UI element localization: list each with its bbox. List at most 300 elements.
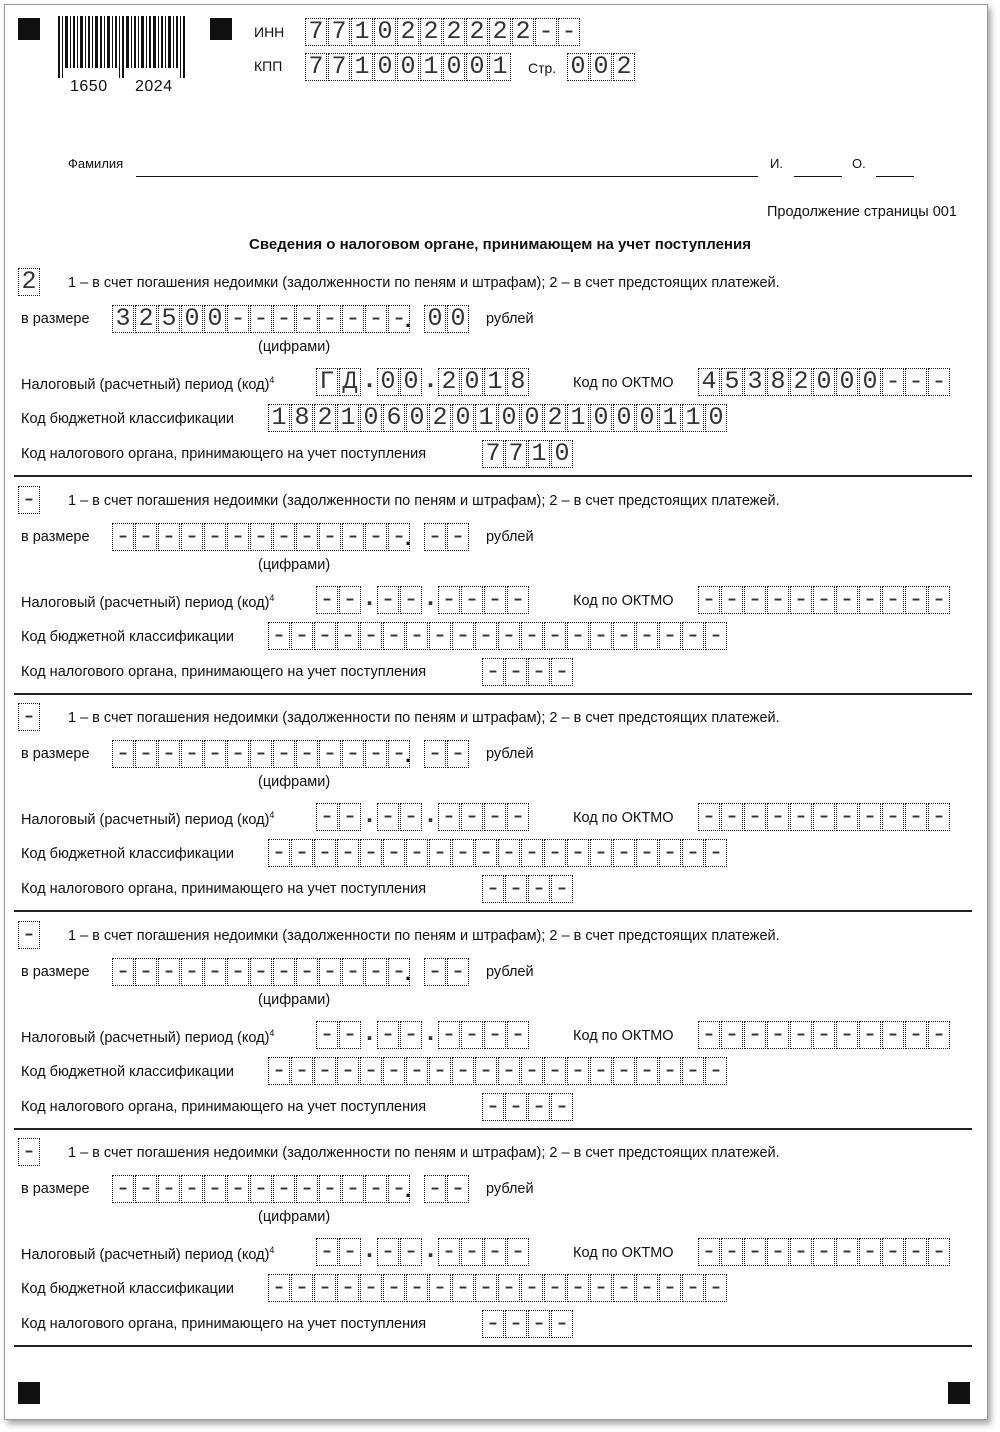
amount-cell[interactable]: - [135, 523, 157, 551]
oktmo-cell[interactable]: - [721, 586, 743, 614]
oktmo-cell[interactable]: - [836, 586, 858, 614]
kbk-cell[interactable]: - [636, 622, 658, 650]
period-field[interactable] [316, 583, 530, 614]
kbk-cell[interactable]: - [498, 622, 520, 650]
amount-cell[interactable]: - [227, 958, 249, 986]
period-cell[interactable]: 1 [484, 368, 506, 396]
inn-cell[interactable]: 2 [443, 18, 465, 46]
tax-office-field[interactable] [482, 875, 574, 903]
period-cell[interactable]: - [438, 803, 460, 831]
period-cell[interactable]: 8 [507, 368, 529, 396]
kbk-cell[interactable]: 0 [360, 404, 382, 432]
kpp-cell[interactable]: 7 [305, 53, 327, 81]
kbk-field[interactable] [268, 839, 728, 867]
amount-cell[interactable]: - [388, 958, 410, 986]
amount-cell[interactable]: - [273, 523, 295, 551]
period-cell[interactable]: - [339, 803, 361, 831]
period-cell[interactable]: - [400, 803, 422, 831]
oktmo-cell[interactable]: - [836, 803, 858, 831]
oktmo-cell[interactable]: - [744, 1021, 766, 1049]
period-cell[interactable]: - [461, 1238, 483, 1266]
amount-cell[interactable]: - [250, 740, 272, 768]
kbk-cell[interactable]: 6 [383, 404, 405, 432]
kbk-cell[interactable]: - [659, 1274, 681, 1302]
period-cell[interactable]: 2 [438, 368, 460, 396]
oktmo-cell[interactable]: - [813, 803, 835, 831]
amount-decimal-field[interactable] [424, 958, 470, 986]
kbk-cell[interactable]: - [314, 1057, 336, 1085]
period-cell[interactable]: 0 [400, 368, 422, 396]
kbk-cell[interactable]: - [383, 622, 405, 650]
payment-type-field[interactable] [18, 703, 41, 731]
amount-cell[interactable]: - [342, 1175, 364, 1203]
kbk-cell[interactable]: - [613, 1274, 635, 1302]
kbk-cell[interactable]: 1 [337, 404, 359, 432]
period-cell[interactable]: - [438, 1238, 460, 1266]
period-cell[interactable]: - [438, 586, 460, 614]
kbk-cell[interactable]: 1 [567, 404, 589, 432]
page-cell[interactable]: 2 [613, 53, 635, 81]
amount-cell[interactable]: - [319, 305, 341, 333]
kbk-cell[interactable]: 1 [268, 404, 290, 432]
tax-office-cell[interactable]: - [482, 1093, 504, 1121]
inn-cell[interactable]: 1 [351, 18, 373, 46]
kbk-cell[interactable]: - [682, 1274, 704, 1302]
kbk-cell[interactable]: 0 [406, 404, 428, 432]
amount-cell[interactable]: - [319, 523, 341, 551]
amount-cell[interactable]: - [296, 958, 318, 986]
amount-cell[interactable]: - [112, 523, 134, 551]
kbk-cell[interactable]: 8 [291, 404, 313, 432]
kbk-cell[interactable]: - [291, 622, 313, 650]
tax-office-cell[interactable]: 7 [482, 440, 504, 468]
oktmo-cell[interactable]: - [767, 1238, 789, 1266]
kbk-cell[interactable]: - [544, 622, 566, 650]
oktmo-cell[interactable]: - [721, 1021, 743, 1049]
inn-cell[interactable]: 2 [489, 18, 511, 46]
kbk-cell[interactable]: - [682, 839, 704, 867]
oktmo-cell[interactable]: - [721, 803, 743, 831]
kbk-cell[interactable]: - [337, 622, 359, 650]
oktmo-cell[interactable]: - [905, 586, 927, 614]
period-cell[interactable]: - [377, 586, 399, 614]
amount-cell[interactable]: - [181, 1175, 203, 1203]
tax-office-cell[interactable]: - [551, 1310, 573, 1338]
oktmo-cell[interactable]: - [744, 803, 766, 831]
amount-cell[interactable]: - [296, 740, 318, 768]
oktmo-cell[interactable]: - [790, 586, 812, 614]
period-cell[interactable]: - [507, 1238, 529, 1266]
amount-cell[interactable]: 5 [158, 305, 180, 333]
kbk-cell[interactable]: - [314, 839, 336, 867]
payment-type-field[interactable] [18, 268, 41, 296]
period-field[interactable] [316, 1238, 530, 1266]
oktmo-cell[interactable]: - [859, 803, 881, 831]
amount-cell[interactable]: - [181, 740, 203, 768]
kbk-cell[interactable]: - [521, 1057, 543, 1085]
amount-cell[interactable]: - [424, 523, 446, 551]
amount-cell[interactable]: - [319, 740, 341, 768]
kbk-cell[interactable]: - [475, 839, 497, 867]
kbk-cell[interactable]: - [360, 622, 382, 650]
kbk-cell[interactable]: - [590, 1274, 612, 1302]
amount-cell[interactable]: - [158, 523, 180, 551]
oktmo-cell[interactable]: - [790, 803, 812, 831]
amount-cell[interactable]: - [250, 958, 272, 986]
oktmo-cell[interactable]: - [744, 1238, 766, 1266]
oktmo-cell[interactable]: - [813, 586, 835, 614]
oktmo-cell[interactable]: - [928, 586, 950, 614]
period-cell[interactable]: - [400, 1238, 422, 1266]
kbk-cell[interactable]: - [544, 839, 566, 867]
kbk-cell[interactable]: 2 [544, 404, 566, 432]
kbk-cell[interactable]: 0 [590, 404, 612, 432]
amount-cell[interactable]: - [365, 523, 387, 551]
kbk-cell[interactable]: - [268, 1274, 290, 1302]
amount-cell[interactable]: - [424, 1175, 446, 1203]
tax-office-cell[interactable]: 0 [551, 440, 573, 468]
amount-cell[interactable]: - [250, 305, 272, 333]
oktmo-cell[interactable]: 8 [767, 368, 789, 396]
surname-line[interactable] [136, 176, 758, 177]
amount-cell[interactable]: - [365, 740, 387, 768]
kbk-cell[interactable]: - [429, 1274, 451, 1302]
kbk-cell[interactable]: 2 [314, 404, 336, 432]
kbk-cell[interactable]: - [705, 839, 727, 867]
period-cell[interactable]: - [461, 1021, 483, 1049]
kbk-cell[interactable]: - [475, 622, 497, 650]
tax-office-cell[interactable]: - [505, 1310, 527, 1338]
kbk-cell[interactable]: - [636, 1057, 658, 1085]
oktmo-cell[interactable]: - [928, 368, 950, 396]
kbk-cell[interactable]: - [567, 839, 589, 867]
kbk-cell[interactable]: - [452, 622, 474, 650]
period-cell[interactable]: - [484, 803, 506, 831]
kbk-cell[interactable]: 0 [452, 404, 474, 432]
amount-cell[interactable]: - [296, 1175, 318, 1203]
oktmo-cell[interactable]: - [836, 1021, 858, 1049]
amount-cell[interactable]: - [424, 740, 446, 768]
amount-cell[interactable]: - [250, 523, 272, 551]
amount-cell[interactable]: - [158, 1175, 180, 1203]
kbk-cell[interactable]: - [521, 839, 543, 867]
inn-field[interactable] [305, 18, 581, 46]
oktmo-cell[interactable]: - [813, 1238, 835, 1266]
oktmo-cell[interactable]: 3 [744, 368, 766, 396]
amount-cell[interactable]: - [112, 740, 134, 768]
kbk-cell[interactable]: - [498, 1057, 520, 1085]
amount-cell[interactable]: 3 [112, 305, 134, 333]
period-cell[interactable]: Г [316, 368, 338, 396]
tax-office-cell[interactable]: - [482, 1310, 504, 1338]
oktmo-field[interactable] [698, 1021, 951, 1049]
kbk-cell[interactable]: - [475, 1057, 497, 1085]
kbk-cell[interactable]: - [567, 622, 589, 650]
amount-cell[interactable]: - [112, 1175, 134, 1203]
period-cell[interactable]: - [316, 1021, 338, 1049]
kbk-cell[interactable]: - [383, 1057, 405, 1085]
amount-integer-field[interactable] [112, 305, 411, 333]
tax-office-cell[interactable]: - [528, 875, 550, 903]
kbk-cell[interactable]: - [544, 1057, 566, 1085]
inn-cell[interactable]: 7 [328, 18, 350, 46]
type-cell[interactable]: - [18, 921, 40, 949]
inn-cell[interactable]: - [535, 18, 557, 46]
amount-cell[interactable]: - [112, 958, 134, 986]
period-cell[interactable]: - [461, 586, 483, 614]
tax-office-cell[interactable]: - [528, 1310, 550, 1338]
amount-cell[interactable]: - [319, 1175, 341, 1203]
kpp-cell[interactable]: 0 [374, 53, 396, 81]
oktmo-cell[interactable]: - [813, 1021, 835, 1049]
kbk-cell[interactable]: - [567, 1057, 589, 1085]
initial-o-line[interactable] [876, 176, 914, 177]
kpp-field[interactable] [305, 53, 512, 81]
kbk-cell[interactable]: - [705, 1057, 727, 1085]
kbk-cell[interactable]: 1 [475, 404, 497, 432]
period-cell[interactable]: - [316, 1238, 338, 1266]
amount-cell[interactable]: - [158, 740, 180, 768]
tax-office-cell[interactable]: - [551, 658, 573, 686]
oktmo-cell[interactable]: - [859, 1238, 881, 1266]
inn-cell[interactable]: 2 [420, 18, 442, 46]
period-cell[interactable]: - [400, 586, 422, 614]
oktmo-cell[interactable]: - [928, 1238, 950, 1266]
kbk-cell[interactable]: - [406, 622, 428, 650]
kbk-cell[interactable]: - [613, 839, 635, 867]
period-cell[interactable]: - [316, 586, 338, 614]
kpp-cell[interactable]: 0 [466, 53, 488, 81]
payment-type-field[interactable] [18, 1138, 41, 1166]
kbk-cell[interactable]: - [429, 1057, 451, 1085]
kbk-cell[interactable]: - [521, 1274, 543, 1302]
tax-office-cell[interactable]: - [528, 658, 550, 686]
kbk-cell[interactable]: - [659, 1057, 681, 1085]
amount-cell[interactable]: - [204, 740, 226, 768]
kbk-cell[interactable]: - [682, 1057, 704, 1085]
kbk-cell[interactable]: - [590, 1057, 612, 1085]
amount-integer-field[interactable] [112, 958, 411, 986]
kbk-cell[interactable]: - [291, 1057, 313, 1085]
amount-cell[interactable]: - [204, 1175, 226, 1203]
kbk-cell[interactable]: - [498, 1274, 520, 1302]
amount-cell[interactable]: - [447, 523, 469, 551]
kbk-cell[interactable]: - [705, 622, 727, 650]
oktmo-cell[interactable]: - [767, 586, 789, 614]
amount-cell[interactable]: - [342, 523, 364, 551]
inn-cell[interactable]: 2 [397, 18, 419, 46]
amount-decimal-field[interactable] [424, 305, 470, 333]
oktmo-cell[interactable]: - [928, 1021, 950, 1049]
amount-integer-field[interactable] [112, 523, 411, 551]
period-field[interactable] [316, 368, 530, 396]
oktmo-cell[interactable]: - [882, 1021, 904, 1049]
kbk-cell[interactable]: - [429, 622, 451, 650]
tax-office-cell[interactable]: - [551, 875, 573, 903]
amount-cell[interactable]: - [342, 740, 364, 768]
initial-i-line[interactable] [794, 176, 842, 177]
amount-cell[interactable]: - [135, 958, 157, 986]
kpp-cell[interactable]: 0 [443, 53, 465, 81]
amount-cell[interactable]: - [273, 1175, 295, 1203]
kbk-cell[interactable]: - [406, 839, 428, 867]
kbk-field[interactable] [268, 404, 728, 432]
tax-office-field[interactable] [482, 1310, 574, 1338]
period-cell[interactable]: - [484, 1021, 506, 1049]
amount-cell[interactable]: - [365, 958, 387, 986]
kbk-cell[interactable]: 1 [659, 404, 681, 432]
kbk-cell[interactable]: - [268, 1057, 290, 1085]
amount-integer-field[interactable] [112, 740, 411, 768]
period-cell[interactable]: - [484, 586, 506, 614]
kbk-cell[interactable]: - [406, 1057, 428, 1085]
oktmo-cell[interactable]: 2 [790, 368, 812, 396]
period-cell[interactable]: - [507, 803, 529, 831]
oktmo-cell[interactable]: 0 [813, 368, 835, 396]
kbk-cell[interactable]: - [337, 1274, 359, 1302]
amount-cell[interactable]: - [250, 1175, 272, 1203]
kbk-cell[interactable]: - [636, 1274, 658, 1302]
kbk-cell[interactable]: - [452, 839, 474, 867]
kbk-cell[interactable]: - [268, 839, 290, 867]
period-cell[interactable]: - [339, 1021, 361, 1049]
oktmo-cell[interactable]: - [905, 803, 927, 831]
period-cell[interactable]: - [507, 586, 529, 614]
tax-office-cell[interactable]: - [528, 1093, 550, 1121]
oktmo-field[interactable] [698, 803, 951, 831]
amount-cell[interactable]: - [447, 958, 469, 986]
kpp-cell[interactable]: 7 [328, 53, 350, 81]
page-cell[interactable]: 0 [590, 53, 612, 81]
tax-office-cell[interactable]: - [505, 875, 527, 903]
amount-cell[interactable]: - [273, 958, 295, 986]
oktmo-cell[interactable]: - [698, 803, 720, 831]
amount-cell[interactable]: - [204, 523, 226, 551]
oktmo-cell[interactable]: - [744, 586, 766, 614]
amount-cell[interactable]: - [447, 1175, 469, 1203]
amount-integer-field[interactable] [112, 1175, 411, 1203]
amount-cell[interactable]: - [388, 523, 410, 551]
kbk-cell[interactable]: - [452, 1057, 474, 1085]
kbk-cell[interactable]: - [268, 622, 290, 650]
oktmo-field[interactable] [698, 368, 951, 396]
kbk-cell[interactable]: - [705, 1274, 727, 1302]
tax-office-field[interactable] [482, 1093, 574, 1121]
amount-cell[interactable]: 0 [204, 305, 226, 333]
amount-cell[interactable]: - [181, 523, 203, 551]
period-cell[interactable]: - [316, 803, 338, 831]
kbk-cell[interactable]: - [360, 1057, 382, 1085]
kbk-cell[interactable]: - [498, 839, 520, 867]
tax-office-cell[interactable]: - [505, 1093, 527, 1121]
tax-office-cell[interactable]: 1 [528, 440, 550, 468]
kbk-cell[interactable]: - [682, 622, 704, 650]
oktmo-cell[interactable]: - [790, 1021, 812, 1049]
inn-cell[interactable]: 2 [466, 18, 488, 46]
tax-office-cell[interactable]: 7 [505, 440, 527, 468]
kbk-cell[interactable]: - [314, 622, 336, 650]
period-cell[interactable]: - [484, 1238, 506, 1266]
inn-cell[interactable]: - [558, 18, 580, 46]
oktmo-cell[interactable]: 5 [721, 368, 743, 396]
period-cell[interactable]: Д [339, 368, 361, 396]
kbk-cell[interactable]: 1 [682, 404, 704, 432]
kbk-cell[interactable]: - [360, 839, 382, 867]
amount-cell[interactable]: - [388, 305, 410, 333]
oktmo-cell[interactable]: - [767, 1021, 789, 1049]
period-field[interactable] [316, 803, 530, 831]
oktmo-cell[interactable]: - [836, 1238, 858, 1266]
kbk-cell[interactable]: - [475, 1274, 497, 1302]
kbk-cell[interactable]: - [544, 1274, 566, 1302]
oktmo-cell[interactable]: - [859, 1021, 881, 1049]
amount-cell[interactable]: 2 [135, 305, 157, 333]
period-cell[interactable]: - [339, 586, 361, 614]
inn-cell[interactable]: 2 [512, 18, 534, 46]
oktmo-cell[interactable]: - [698, 586, 720, 614]
kbk-cell[interactable]: - [613, 622, 635, 650]
oktmo-cell[interactable]: 0 [859, 368, 881, 396]
kbk-cell[interactable]: - [314, 1274, 336, 1302]
oktmo-cell[interactable]: - [698, 1021, 720, 1049]
period-cell[interactable]: - [339, 1238, 361, 1266]
kbk-cell[interactable]: - [360, 1274, 382, 1302]
amount-cell[interactable]: - [135, 740, 157, 768]
amount-cell[interactable]: - [365, 1175, 387, 1203]
amount-cell[interactable]: - [181, 958, 203, 986]
kbk-cell[interactable]: 2 [429, 404, 451, 432]
amount-cell[interactable]: 0 [447, 305, 469, 333]
amount-cell[interactable]: - [447, 740, 469, 768]
tax-office-field[interactable] [482, 658, 574, 686]
period-cell[interactable]: - [438, 1021, 460, 1049]
period-cell[interactable]: - [377, 1021, 399, 1049]
kbk-cell[interactable]: - [452, 1274, 474, 1302]
period-cell[interactable]: - [507, 1021, 529, 1049]
tax-office-cell[interactable]: - [551, 1093, 573, 1121]
kbk-cell[interactable]: - [613, 1057, 635, 1085]
oktmo-cell[interactable]: - [721, 1238, 743, 1266]
period-field[interactable] [316, 1018, 530, 1049]
kbk-cell[interactable]: 0 [705, 404, 727, 432]
amount-cell[interactable]: - [273, 305, 295, 333]
kpp-cell[interactable]: 1 [489, 53, 511, 81]
payment-type-field[interactable] [18, 921, 41, 949]
amount-cell[interactable]: - [227, 305, 249, 333]
type-cell[interactable]: - [18, 703, 40, 731]
period-cell[interactable]: 0 [461, 368, 483, 396]
amount-cell[interactable]: - [342, 305, 364, 333]
kbk-cell[interactable]: - [383, 839, 405, 867]
amount-cell[interactable]: - [158, 958, 180, 986]
payment-type-field[interactable] [18, 486, 41, 514]
kbk-cell[interactable]: - [406, 1274, 428, 1302]
kbk-field[interactable] [268, 1057, 728, 1085]
period-cell[interactable]: - [461, 803, 483, 831]
kbk-cell[interactable]: 0 [636, 404, 658, 432]
oktmo-cell[interactable]: - [698, 1238, 720, 1266]
period-cell[interactable]: 0 [377, 368, 399, 396]
oktmo-cell[interactable]: - [767, 803, 789, 831]
kbk-cell[interactable]: - [291, 839, 313, 867]
period-cell[interactable]: - [377, 1238, 399, 1266]
kbk-cell[interactable]: - [521, 622, 543, 650]
page-cell[interactable]: 0 [567, 53, 589, 81]
amount-cell[interactable]: - [388, 740, 410, 768]
tax-office-cell[interactable]: - [505, 658, 527, 686]
amount-decimal-field[interactable] [424, 1175, 470, 1203]
amount-cell[interactable]: - [424, 958, 446, 986]
